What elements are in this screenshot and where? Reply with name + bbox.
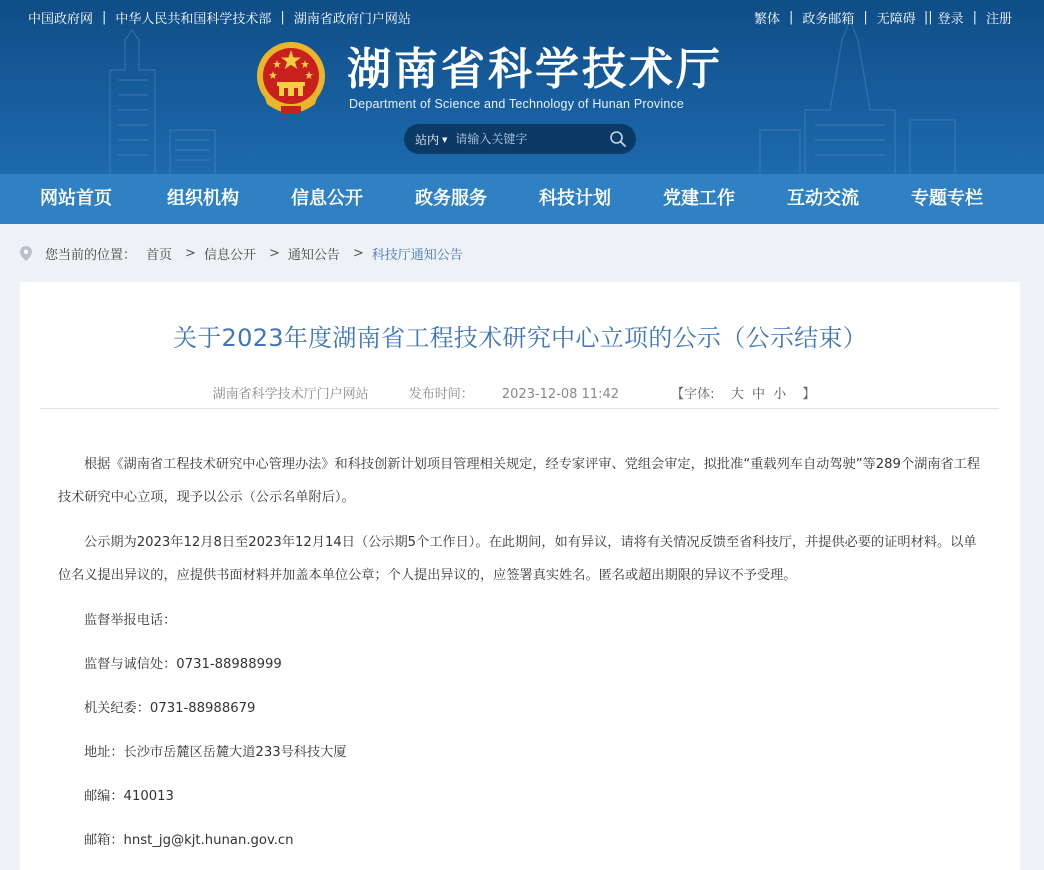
breadcrumb-prefix: 您当前的位置： [45, 247, 137, 263]
link-gov-cn[interactable]: 中国政府网 [28, 12, 94, 27]
breadcrumb-info-disclosure[interactable]: 信息公开 [203, 247, 256, 263]
article-date: 发布时间： 2023-12-08 11:42 [408, 387, 620, 402]
site-header [0, 0, 1044, 174]
login-link[interactable]: 登录 [937, 12, 964, 27]
nav-organization[interactable]: 组织机构 [167, 188, 239, 209]
article-paragraph: 根据《湖南省工程技术研究中心管理办法》和科技创新计划项目管理相关规定，经专家评审、党组会审定，拟批准“重载列车自动驾驶”等289个湖南省工程技术研究中心立项，现予以公示（公示名单附后）。 [58, 457, 981, 505]
article-paragraph: 公示期为2023年12月8日至2023年12月14日（公示期5个工作日）。在此期间，如有异议，请将有关情况反馈至省科技厅，并提供必要的证明材料。以单位名义提出异议的，应提供书面材料并加盖本单位公章；个人提出异议的，应签署真实姓名。匿名或超出期限的异议不予受理。 [58, 535, 977, 583]
nav-info-disclosure[interactable]: 信息公开 [291, 188, 363, 209]
national-emblem-logo[interactable] [255, 40, 327, 116]
article-meta [20, 383, 1020, 402]
breadcrumb-current[interactable]: 科技厅通知公告 [371, 247, 463, 263]
article-paragraph: 机关纪委：0731-88988679 [84, 701, 256, 716]
breadcrumb-separator: > [352, 245, 364, 261]
font-size-controls: 【字体: 大 中 小 】 [671, 387, 816, 402]
article-source: 湖南省科学技术厅门户网站 [212, 387, 369, 402]
article-card [20, 282, 1020, 870]
font-small-button[interactable]: 小 [773, 387, 787, 402]
article-paragraph: 监督与诚信处：0731-88988999 [84, 657, 282, 672]
font-large-button[interactable]: 大 [730, 387, 744, 402]
main-navigation [0, 174, 1044, 224]
breadcrumb-separator: > [185, 245, 196, 261]
link-traditional-chinese[interactable]: 繁体 [753, 12, 780, 27]
article-paragraph: 邮箱：hnst_jg@kjt.hunan.gov.cn [84, 833, 294, 848]
article-title: 关于2023年度湖南省工程技术研究中心立项的公示（公示结束） [172, 324, 868, 352]
breadcrumb-separator: > [268, 245, 280, 261]
breadcrumb [20, 243, 463, 263]
nav-special-topics[interactable]: 专题专栏 [911, 188, 983, 209]
nav-home[interactable]: 网站首页 [40, 188, 112, 209]
link-hunan-gov[interactable]: 湖南省政府门户网站 [293, 12, 411, 27]
search-bar [404, 124, 636, 154]
site-subtitle-english: Department of Science and Technology of Hunan Province [349, 97, 685, 111]
nav-party-building[interactable]: 党建工作 [663, 188, 735, 209]
breadcrumb-home[interactable]: 首页 [146, 247, 173, 263]
search-icon[interactable] [609, 130, 627, 148]
nav-interaction[interactable]: 互动交流 [787, 188, 859, 209]
nav-gov-services[interactable]: 政务服务 [415, 188, 487, 209]
article-paragraph: 邮编：410013 [84, 789, 174, 804]
article-body [58, 448, 984, 868]
search-scope-dropdown[interactable]: 站内 ▼ [415, 132, 448, 147]
link-most[interactable]: 中华人民共和国科学技术部 [115, 12, 272, 27]
nav-tech-plans[interactable]: 科技计划 [539, 188, 611, 209]
breadcrumb-notices[interactable]: 通知公告 [287, 247, 340, 263]
top-utility-bar: 中国政府网 | 中华人民共和国科学技术部 | 湖南省政府门户网站 繁体 | 政务邮箱 | 无障碍 || 登录 | 注册 [28, 10, 1012, 27]
register-link[interactable]: 注册 [985, 12, 1012, 27]
divider [40, 408, 999, 409]
article-paragraph: 监督举报电话： [84, 613, 177, 628]
article-paragraph: 地址：长沙市岳麓区岳麓大道233号科技大厦 [84, 745, 347, 760]
search-input[interactable] [455, 132, 605, 146]
link-gov-mail[interactable]: 政务邮箱 [802, 12, 855, 27]
link-accessibility[interactable]: 无障碍 [876, 12, 916, 27]
location-pin-icon [20, 246, 32, 261]
site-title: 湖南省科学技术厅 [347, 44, 723, 95]
font-medium-button[interactable]: 中 [751, 387, 765, 402]
caret-down-icon: ▼ [442, 135, 448, 144]
